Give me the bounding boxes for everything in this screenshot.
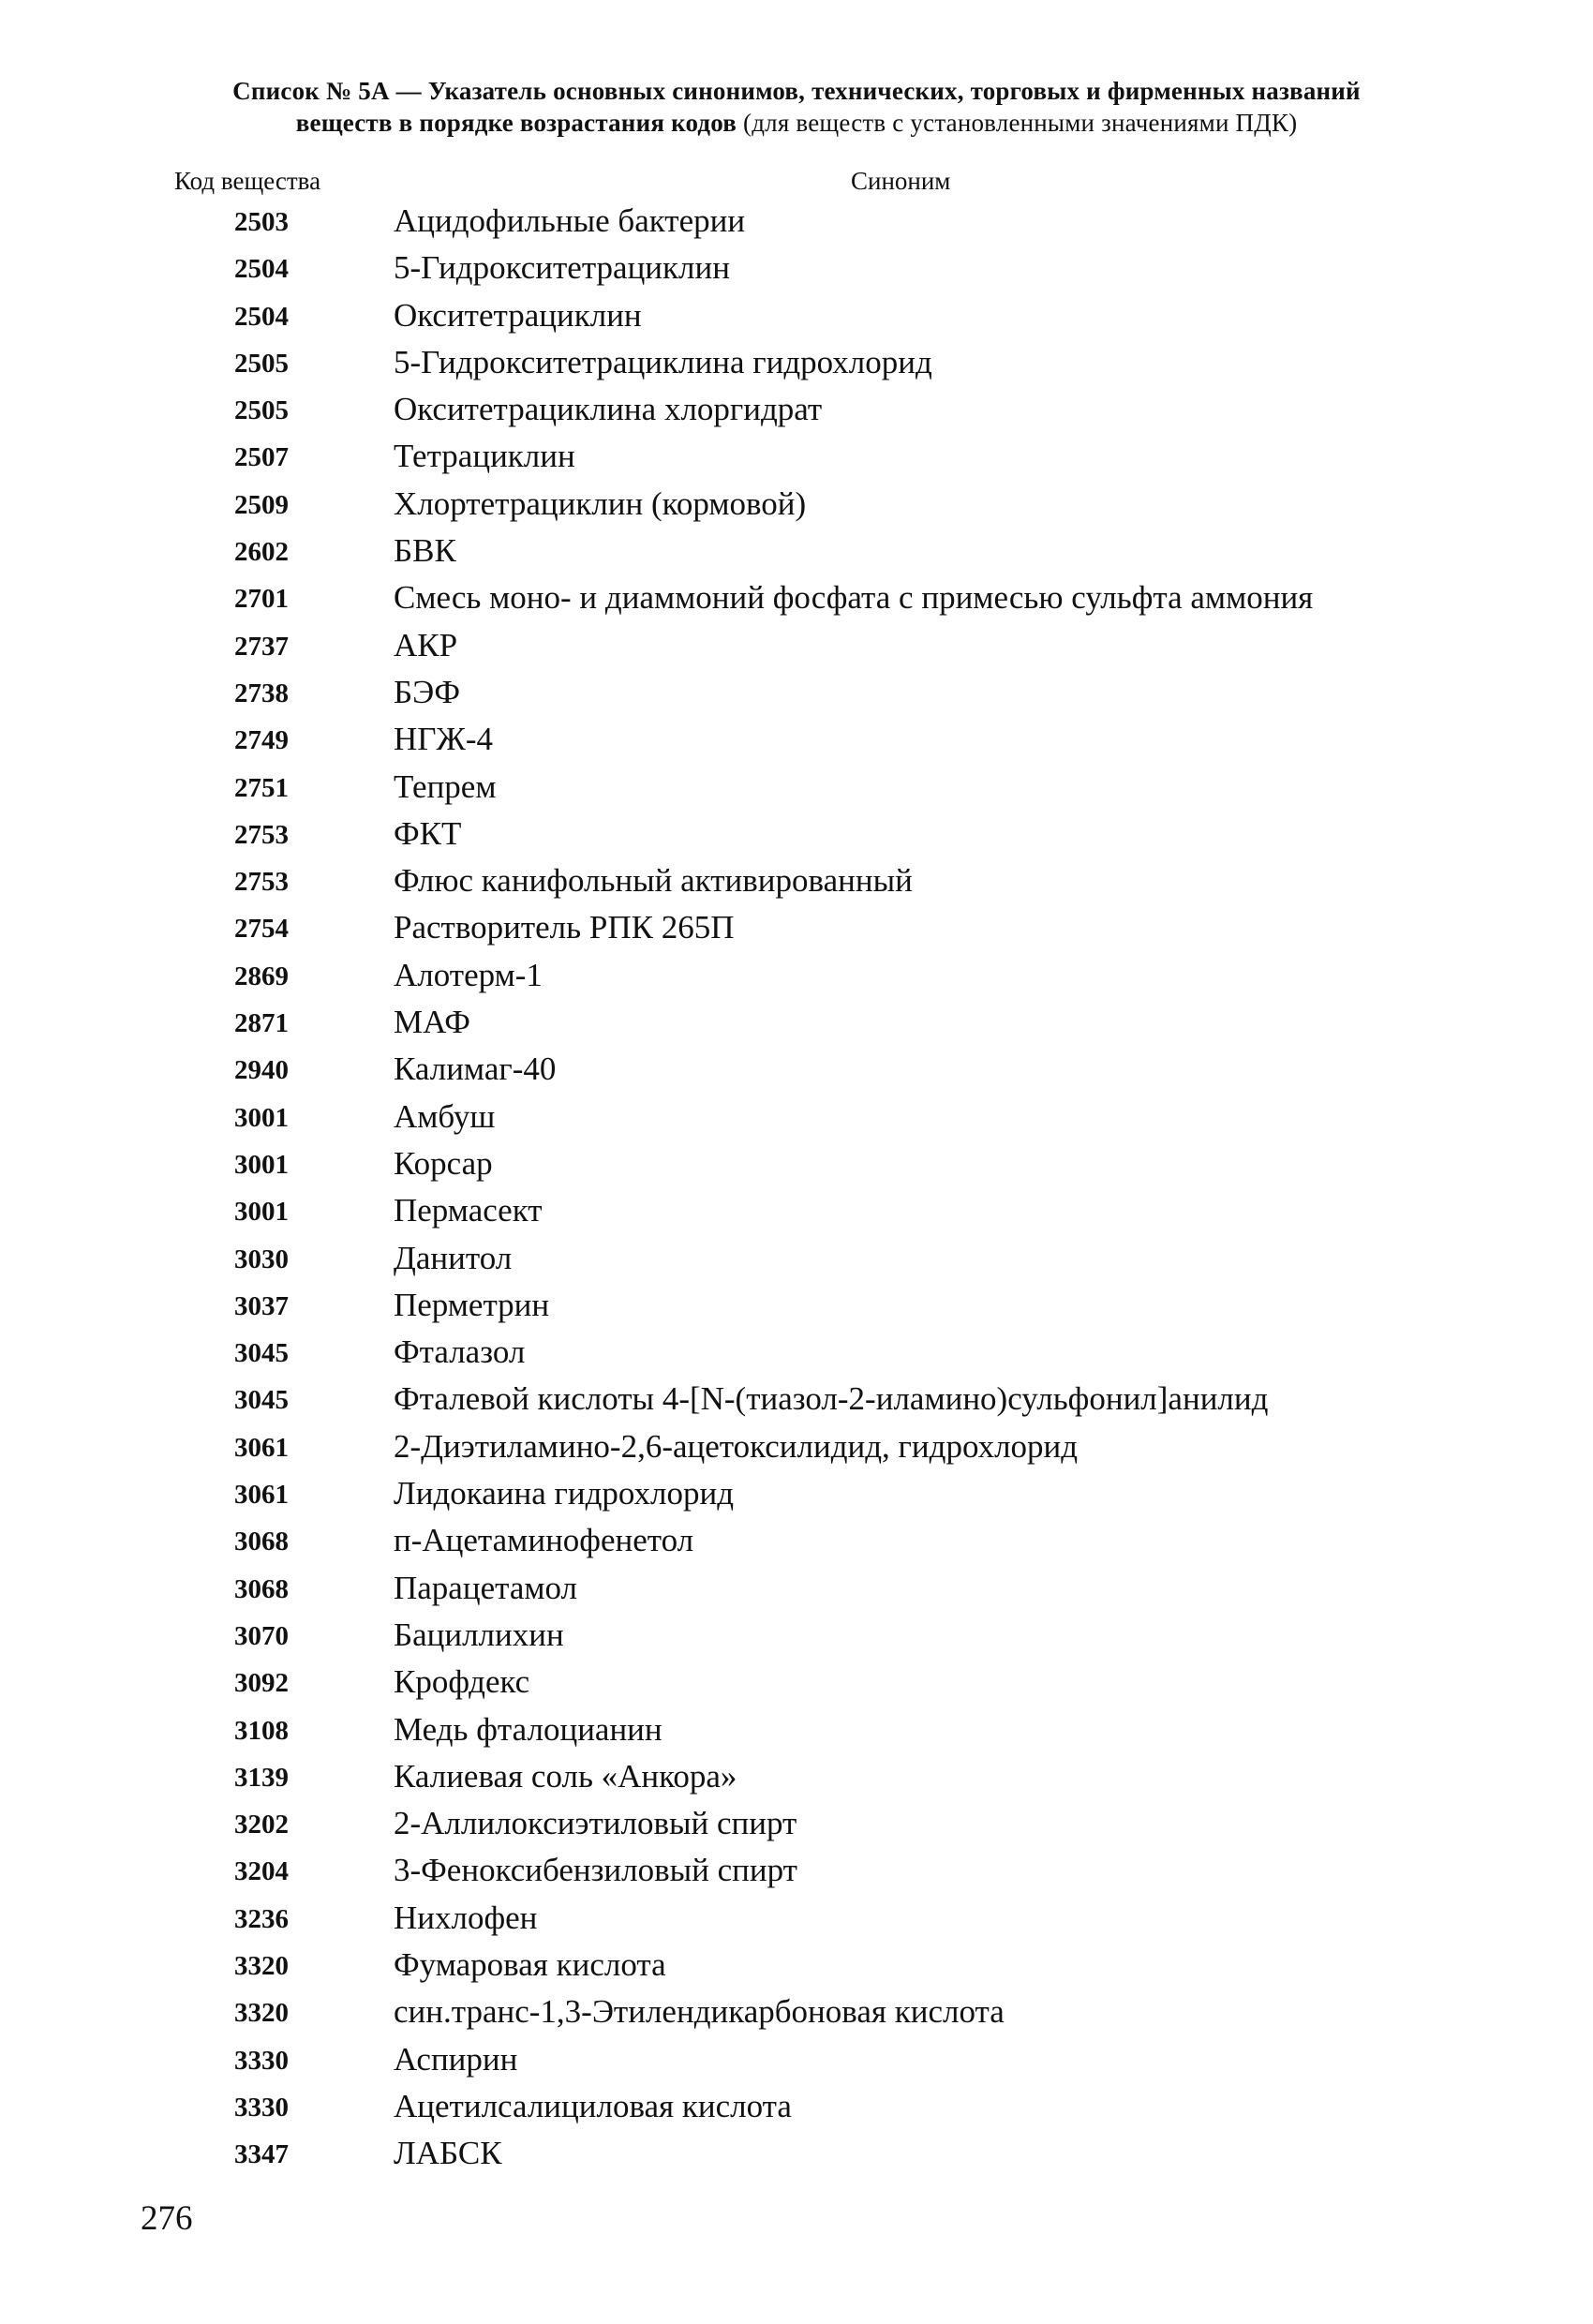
table-row bbox=[0, 1332, 1593, 1378]
synonym-name: Окситетрациклин bbox=[394, 296, 642, 334]
synonym-name: Ацетилсалициловая кислота bbox=[394, 2087, 792, 2124]
table-row bbox=[0, 530, 1593, 577]
substance-code: 3347 bbox=[234, 2139, 289, 2170]
table-row bbox=[0, 2086, 1593, 2133]
synonym-name: 5-Гидрокситетрациклина гидрохлорид bbox=[394, 343, 932, 380]
synonym-name: БЭФ bbox=[394, 673, 461, 710]
synonym-name: ФКТ bbox=[394, 814, 462, 852]
substance-code: 2509 bbox=[234, 489, 289, 520]
table-row bbox=[0, 1615, 1593, 1661]
synonym-name: Крофдекс bbox=[394, 1663, 530, 1701]
substance-code: 3061 bbox=[234, 1432, 289, 1463]
table-row bbox=[0, 1143, 1593, 1190]
synonym-name: АКР bbox=[394, 626, 458, 663]
substance-code: 2507 bbox=[234, 442, 289, 473]
substance-code: 3045 bbox=[234, 1338, 289, 1369]
table-row bbox=[0, 719, 1593, 766]
table-row bbox=[0, 1238, 1593, 1285]
title-line-1: Список № 5А — Указатель основных синонимов, технических, торговых и фирменных названий bbox=[232, 77, 1361, 105]
substance-code: 2749 bbox=[234, 725, 289, 756]
substance-code: 2602 bbox=[234, 537, 289, 568]
substance-code: 3320 bbox=[234, 1950, 289, 1981]
column-header-code: Код вещества bbox=[174, 167, 321, 195]
synonym-name: Аспирин bbox=[394, 2040, 518, 2078]
substance-code: 3092 bbox=[234, 1668, 289, 1699]
substance-code: 2505 bbox=[234, 348, 289, 379]
synonym-name: Фталазол bbox=[394, 1333, 526, 1371]
table-row bbox=[0, 201, 1593, 247]
table-row bbox=[0, 1661, 1593, 1708]
table-row bbox=[0, 1520, 1593, 1567]
substance-code: 3001 bbox=[234, 1149, 289, 1180]
synonym-name: Пермасект bbox=[394, 1192, 543, 1229]
table-row bbox=[0, 767, 1593, 813]
table-row bbox=[0, 577, 1593, 624]
substance-code: 2738 bbox=[234, 678, 289, 708]
table-row bbox=[0, 625, 1593, 672]
substance-code: 3061 bbox=[234, 1480, 289, 1511]
substance-code: 3001 bbox=[234, 1197, 289, 1228]
table-row bbox=[0, 2039, 1593, 2086]
substance-code: 2871 bbox=[234, 1008, 289, 1039]
substance-code: 3139 bbox=[234, 1762, 289, 1793]
synonym-name: МАФ bbox=[394, 1004, 470, 1041]
synonym-name: Флюс канифольный активированный bbox=[394, 862, 913, 900]
title-line-2-bold: веществ в порядке возрастания кодов bbox=[295, 109, 737, 137]
column-header-synonym: Синоним bbox=[851, 167, 951, 195]
synonym-name: Амбуш bbox=[394, 1097, 496, 1135]
table-row bbox=[0, 1850, 1593, 1897]
synonym-name: 5-Гидрокситетрациклин bbox=[394, 249, 730, 287]
table-row bbox=[0, 247, 1593, 294]
table-row bbox=[0, 1756, 1593, 1803]
table-row bbox=[0, 1803, 1593, 1850]
table-row bbox=[0, 484, 1593, 530]
synonym-name: Лидокаина гидрохлорид bbox=[394, 1475, 735, 1512]
synonym-name: Данитол bbox=[394, 1239, 513, 1276]
substance-code: 2753 bbox=[234, 819, 289, 850]
synonym-name: Калиевая соль «Анкора» bbox=[394, 1757, 737, 1795]
synonym-name: син.транс-1,3-Этилендикарбоновая кислота bbox=[394, 1993, 1005, 2031]
synonym-name: Окситетрациклина хлоргидрат bbox=[394, 391, 823, 428]
substance-code: 3108 bbox=[234, 1715, 289, 1746]
synonym-name: Корсар bbox=[394, 1144, 493, 1182]
table-row bbox=[0, 1568, 1593, 1615]
synonym-table bbox=[0, 201, 1593, 2180]
substance-code: 3202 bbox=[234, 1810, 289, 1840]
synonym-name: 2-Аллилоксиэтиловый спирт bbox=[394, 1805, 797, 1842]
substance-code: 2940 bbox=[234, 1055, 289, 1086]
page-title bbox=[122, 75, 1471, 139]
synonym-name: ЛАБСК bbox=[394, 2135, 502, 2172]
synonym-name: Ацидофильные бактерии bbox=[394, 202, 746, 239]
substance-code: 2753 bbox=[234, 867, 289, 898]
substance-code: 3320 bbox=[234, 1998, 289, 2029]
synonym-name: Парацетамол bbox=[394, 1569, 578, 1606]
table-row bbox=[0, 1898, 1593, 1944]
table-row bbox=[0, 813, 1593, 860]
table-row bbox=[0, 2133, 1593, 2180]
table-row bbox=[0, 1944, 1593, 1991]
synonym-name: НГЖ-4 bbox=[394, 721, 494, 758]
table-row bbox=[0, 955, 1593, 1002]
synonym-name: Перметрин bbox=[394, 1286, 550, 1323]
table-row bbox=[0, 672, 1593, 719]
substance-code: 3037 bbox=[234, 1290, 289, 1321]
synonym-name: Калимаг-40 bbox=[394, 1050, 557, 1088]
substance-code: 3030 bbox=[234, 1244, 289, 1274]
substance-code: 3070 bbox=[234, 1620, 289, 1651]
title-line-2-normal: (для веществ с установленными значениями ПДК) bbox=[737, 109, 1298, 137]
substance-code: 3068 bbox=[234, 1573, 289, 1604]
substance-code: 3068 bbox=[234, 1527, 289, 1557]
table-row bbox=[0, 907, 1593, 954]
table-row bbox=[0, 1426, 1593, 1473]
substance-code: 3236 bbox=[234, 1903, 289, 1934]
synonym-name: БВК bbox=[394, 532, 456, 570]
synonym-name: 3-Феноксибензиловый спирт bbox=[394, 1852, 797, 1889]
substance-code: 3204 bbox=[234, 1856, 289, 1887]
table-row bbox=[0, 1991, 1593, 2038]
table-row bbox=[0, 1096, 1593, 1143]
substance-code: 3001 bbox=[234, 1102, 289, 1133]
synonym-name: Хлортетрациклин (кормовой) bbox=[394, 484, 807, 522]
page-number: 276 bbox=[141, 2199, 193, 2238]
substance-code: 2503 bbox=[234, 207, 289, 237]
table-row bbox=[0, 1285, 1593, 1332]
table-row bbox=[0, 1049, 1593, 1095]
substance-code: 2751 bbox=[234, 772, 289, 803]
substance-code: 2869 bbox=[234, 961, 289, 991]
substance-code: 2737 bbox=[234, 631, 289, 662]
table-row bbox=[0, 1473, 1593, 1520]
table-row bbox=[0, 342, 1593, 389]
substance-code: 2504 bbox=[234, 301, 289, 332]
synonym-name: Растворитель РПК 265П bbox=[394, 909, 735, 946]
table-row bbox=[0, 389, 1593, 436]
table-row bbox=[0, 1002, 1593, 1049]
synonym-name: Медь фталоцианин bbox=[394, 1710, 663, 1748]
table-row bbox=[0, 1709, 1593, 1756]
synonym-name: п-Ацетаминофенетол bbox=[394, 1522, 694, 1559]
synonym-name: Алотерм-1 bbox=[394, 956, 543, 993]
synonym-name: Тетрациклин bbox=[394, 438, 575, 475]
synonym-name: 2-Диэтиламино-2,6-ацетоксилидид, гидрохлорид bbox=[394, 1427, 1079, 1465]
title-line-2 bbox=[122, 107, 1471, 139]
synonym-name: Нихлофен bbox=[394, 1899, 538, 1936]
synonym-name: Смесь моно- и диаммоний фосфата с примесью сульфта аммония bbox=[394, 579, 1314, 617]
table-row bbox=[0, 295, 1593, 342]
table-row bbox=[0, 1378, 1593, 1425]
table-row bbox=[0, 860, 1593, 907]
substance-code: 3330 bbox=[234, 2092, 289, 2123]
table-row bbox=[0, 436, 1593, 483]
substance-code: 3045 bbox=[234, 1385, 289, 1416]
synonym-name: Бациллихин bbox=[394, 1616, 564, 1653]
synonym-name: Тепрем bbox=[394, 767, 497, 805]
substance-code: 2504 bbox=[234, 254, 289, 285]
substance-code: 2505 bbox=[234, 395, 289, 426]
substance-code: 3330 bbox=[234, 2045, 289, 2076]
synonym-name: Фталевой кислоты 4-[N-(тиазол-2-иламино)сульфонил]анилид bbox=[394, 1380, 1269, 1418]
table-row bbox=[0, 1190, 1593, 1237]
substance-code: 2754 bbox=[234, 914, 289, 945]
synonym-name: Фумаровая кислота bbox=[394, 1945, 666, 1983]
substance-code: 2701 bbox=[234, 584, 289, 615]
